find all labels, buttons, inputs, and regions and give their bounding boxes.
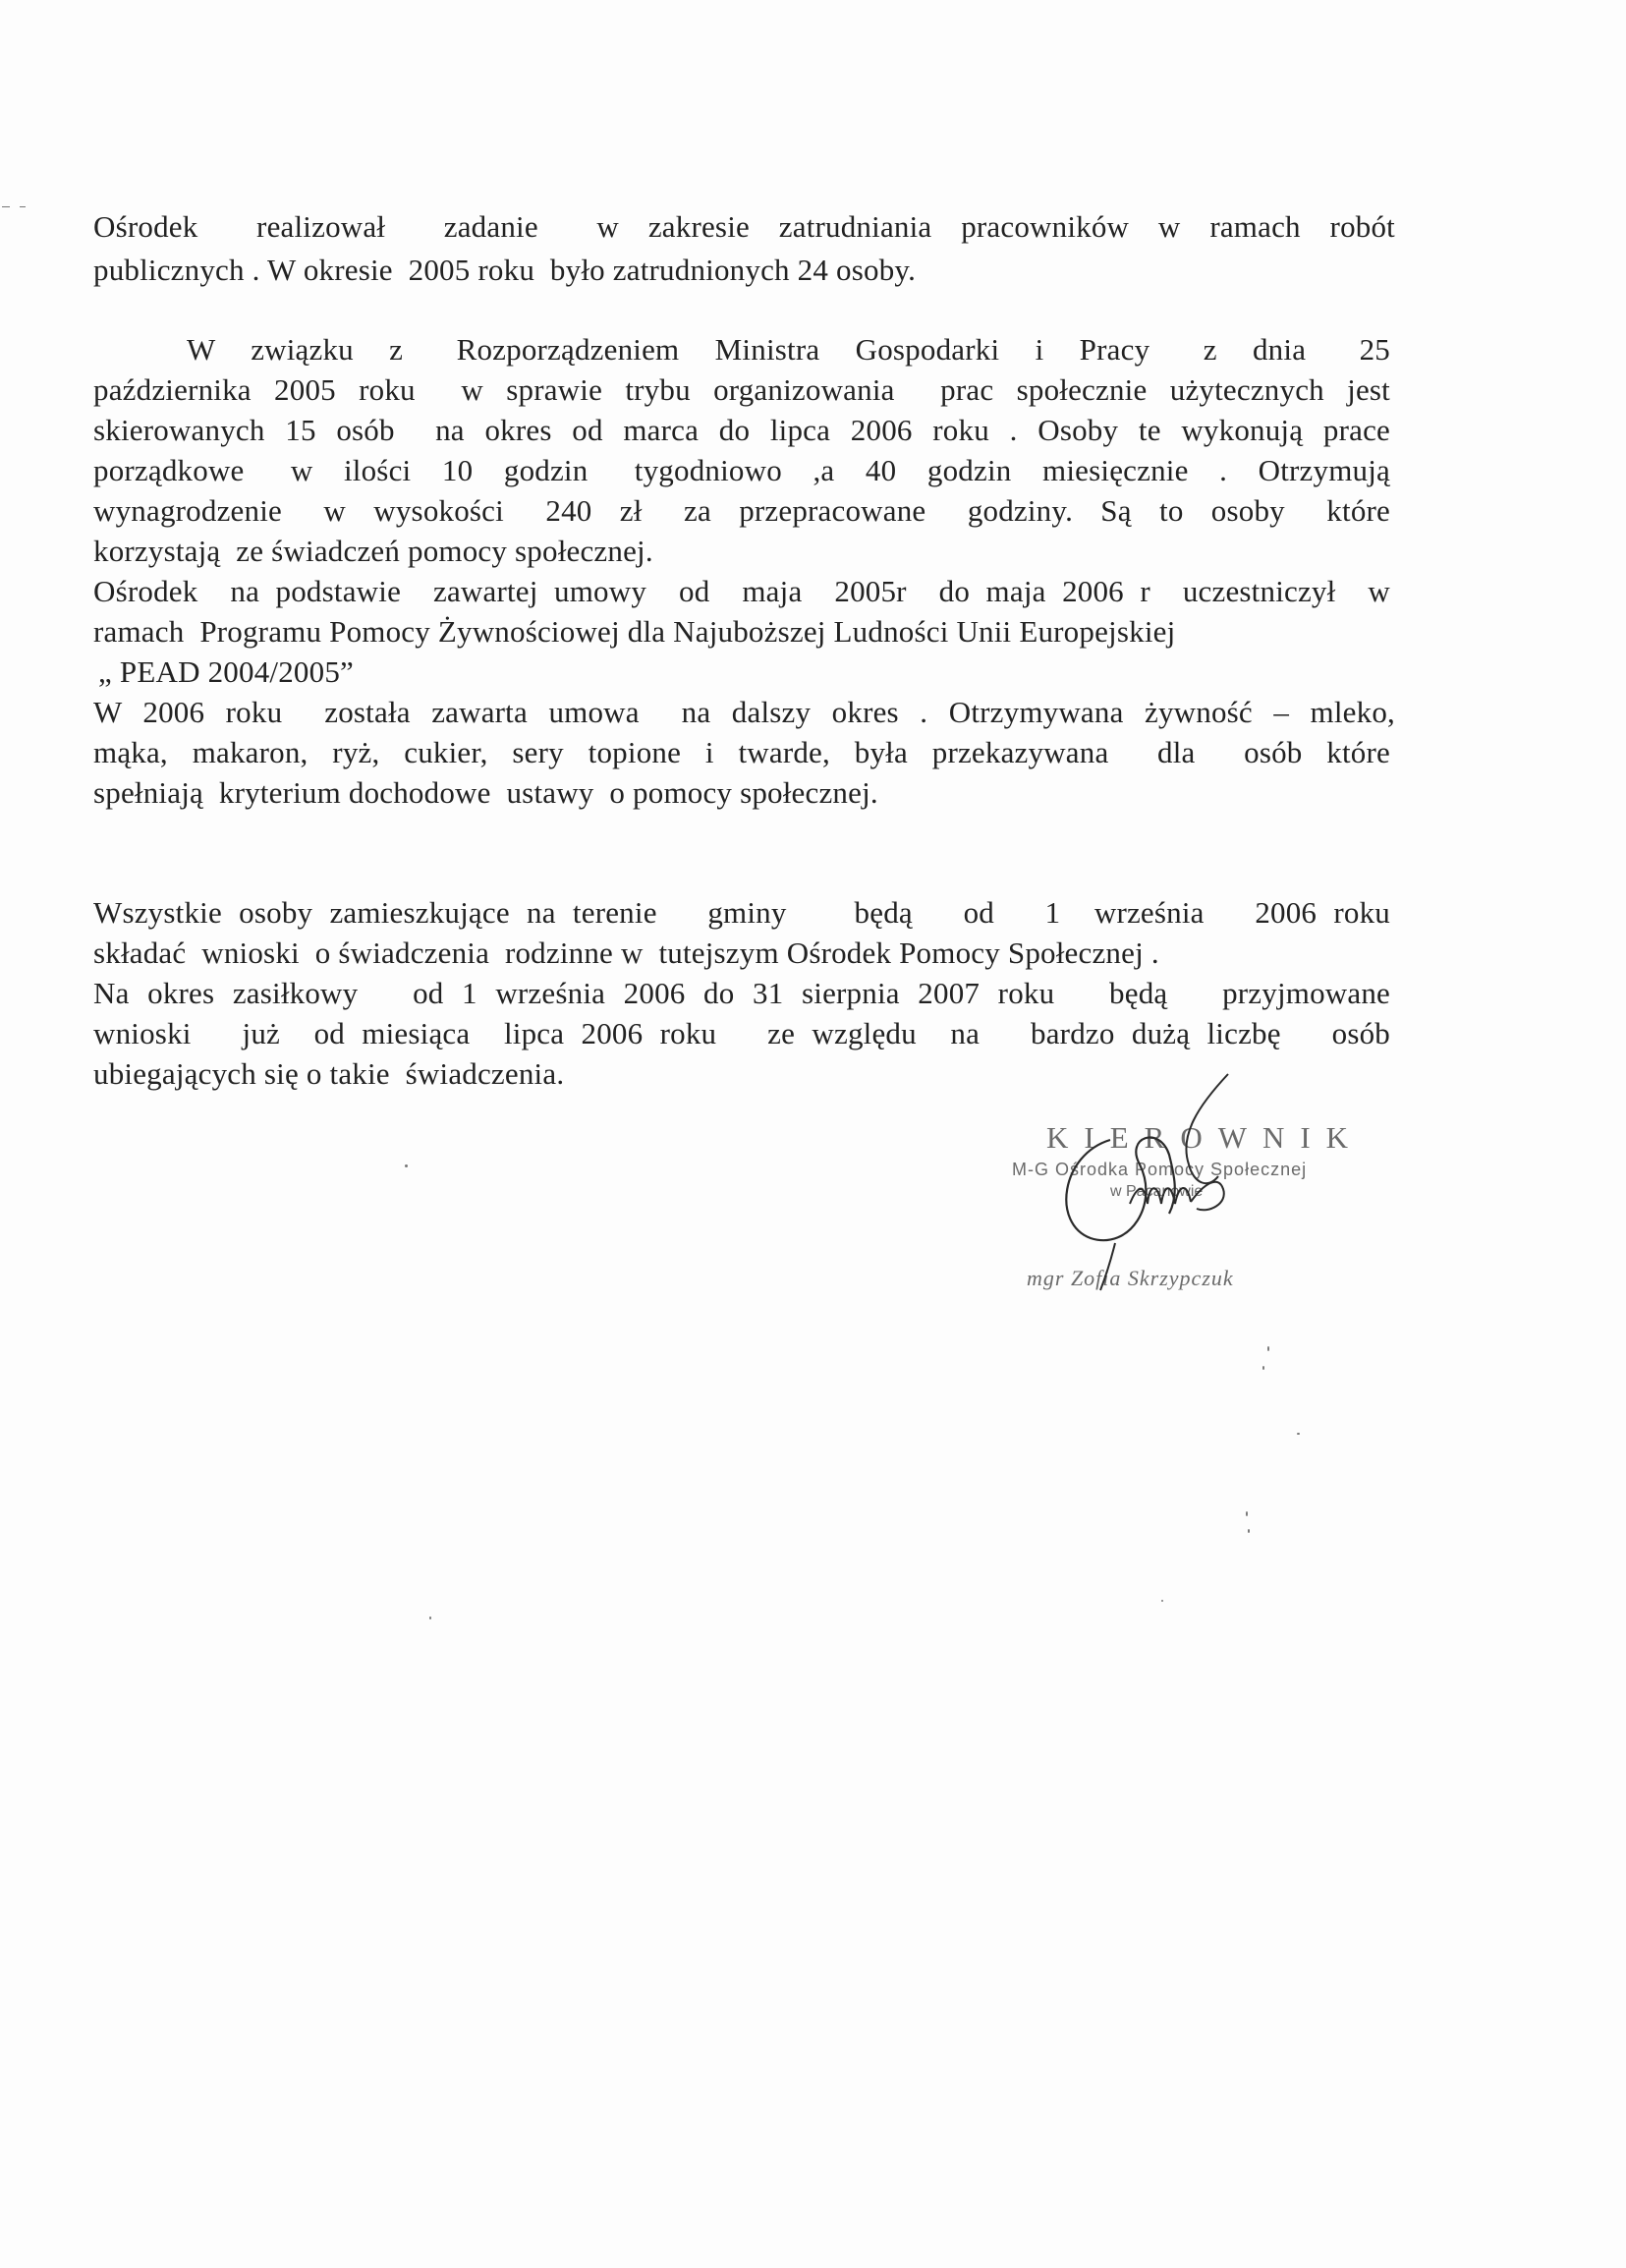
paragraph-line: ubiegających się o takie świadczenia.	[93, 1056, 565, 1091]
paragraph-line: Ośrodek na podstawie zawartej umowy od maja 2005r do maja 2006 r uczestniczył w	[93, 574, 1390, 608]
scan-speck	[1248, 1529, 1250, 1533]
scan-speck	[429, 1616, 431, 1619]
scan-speck	[405, 1164, 408, 1167]
paragraph-line: Ośrodek realizował zadanie w zakresie zatrudniania pracowników w ramach robót	[93, 209, 1395, 244]
scan-speck	[1297, 1433, 1300, 1435]
paragraph-line: W 2006 roku została zawarta umowa na dalszy okres . Otrzymywana żywność – mleko,	[93, 695, 1395, 729]
paragraph-line: porządkowe w ilości 10 godzin tygodniowo ,a 40 godzin miesięcznie . Otrzymują	[93, 453, 1390, 487]
scan-speck	[1262, 1366, 1264, 1370]
paragraph-line: mąka, makaron, ryż, cukier, sery topione i twarde, była przekazywana dla osób które	[93, 735, 1390, 769]
paragraph-line: „ PEAD 2004/2005”	[98, 654, 354, 689]
scan-speck	[1267, 1346, 1269, 1351]
paragraph-line: października 2005 roku w sprawie trybu organizowania prac społecznie użytecznych jest	[93, 372, 1390, 407]
paragraph-line: korzystają ze świadczeń pomocy społecznej.	[93, 534, 653, 568]
paragraph-line: Wszystkie osoby zamieszkujące na terenie gminy będą od 1 września 2006 roku	[93, 895, 1390, 930]
handwritten-signature	[1022, 1066, 1317, 1302]
paragraph-line: składać wnioski o świadczenia rodzinne w tutejszym Ośrodek Pomocy Społecznej .	[93, 936, 1159, 970]
paragraph-line: wynagrodzenie w wysokości 240 zł za przepracowane godziny. Są to osoby które	[93, 493, 1390, 528]
paragraph-line: skierowanych 15 osób na okres od marca do lipca 2006 roku . Osoby te wykonują prace	[93, 413, 1390, 447]
scan-speck	[2, 206, 10, 207]
stamp-location: w Pacanowie	[1110, 1183, 1204, 1200]
scan-speck	[1161, 1600, 1163, 1602]
stamp-title: KIEROWNIK	[1046, 1120, 1365, 1155]
paragraph-line: W związku z Rozporządzeniem Ministra Gospodarki i Pracy z dnia 25	[187, 332, 1390, 367]
scan-speck	[1246, 1511, 1248, 1516]
paragraph-line: ramach Programu Pomocy Żywnościowej dla Najuboższej Ludności Unii Europejskiej	[93, 614, 1176, 649]
paragraph-line: wnioski już od miesiąca lipca 2006 roku ze względu na bardzo dużą liczbę osób	[93, 1016, 1390, 1050]
stamp-institution: M-G Ośrodka Pomocy Społecznej	[1012, 1160, 1308, 1179]
stamp-name: mgr Zofia Skrzypczuk	[1027, 1266, 1234, 1290]
paragraph-line: Na okres zasiłkowy od 1 września 2006 do 31 sierpnia 2007 roku będą przyjmowane	[93, 976, 1390, 1010]
scan-speck	[20, 206, 26, 207]
paragraph-line: spełniają kryterium dochodowe ustawy o pomocy społecznej.	[93, 775, 878, 810]
paragraph-line: publicznych . W okresie 2005 roku było zatrudnionych 24 osoby.	[93, 253, 917, 287]
